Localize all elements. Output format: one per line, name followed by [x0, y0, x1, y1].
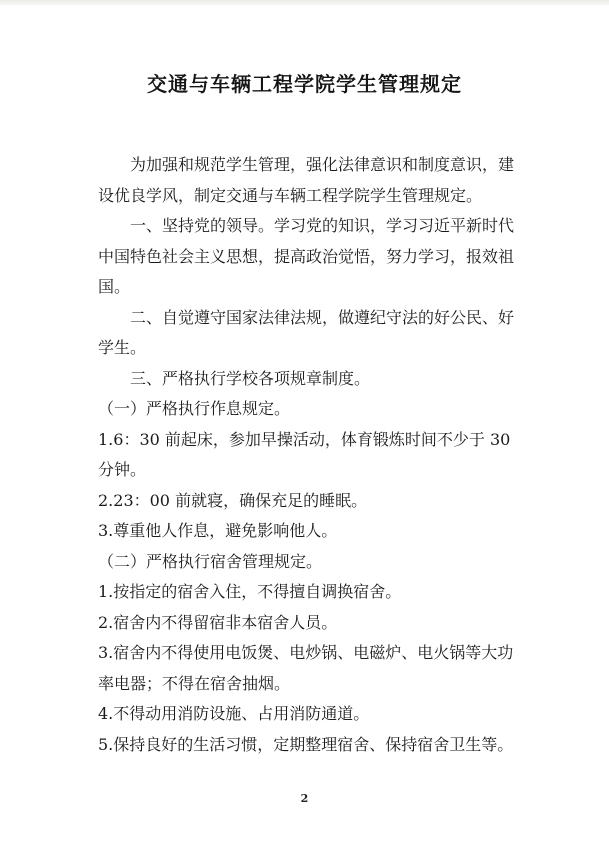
intro-paragraph: 为加强和规范学生管理，强化法律意识和制度意识，建设优良学风，制定交通与车辆工程学院学生管理规定。 [98, 155, 515, 205]
scan-edge-strip [0, 0, 609, 6]
subsection-2-heading: （二）严格执行宿舍管理规定。 [98, 551, 323, 571]
page-number: 2 [300, 792, 309, 805]
section-2-paragraph: 二、自觉遵守国家法律法规，做遵纪守法的好公民、好学生。 [98, 307, 515, 357]
rule-item: 1.6：30 前起床，参加早操活动，体育锻炼时间不少于 30 分钟。 [98, 429, 511, 479]
rule-item: 3.宿舍内不得使用电饭煲、电炒锅、电磁炉、电火锅等大功率电器；不得在宿舍抽烟。 [98, 643, 514, 693]
section-3-heading: 三、严格执行学校各项规章制度。 [130, 368, 371, 388]
rule-item: 2.宿舍内不得留宿非本宿舍人员。 [98, 612, 338, 632]
rule-item: 5.保持良好的生活习惯，定期整理宿舍、保持宿舍卫生等。 [98, 734, 514, 754]
section-1-paragraph: 一、坚持党的领导。学习党的知识，学习习近平新时代中国特色社会主义思想，提高政治觉悟，努力学习，报效祖国。 [98, 216, 515, 296]
document-title: 交通与车辆工程学院学生管理规定 [147, 72, 462, 96]
rule-item: 4.不得动用消防设施、占用消防通道。 [98, 704, 370, 723]
rule-item: 3.尊重他人作息，避免影响他人。 [98, 521, 338, 540]
rule-item: 2.23：00 前就寝，确保充足的睡眠。 [98, 490, 368, 510]
rule-item: 1.按指定的宿舍入住，不得擅自调换宿舍。 [98, 582, 402, 601]
subsection-1-heading: （一）严格执行作息规定。 [98, 399, 291, 418]
document-body [98, 150, 518, 760]
